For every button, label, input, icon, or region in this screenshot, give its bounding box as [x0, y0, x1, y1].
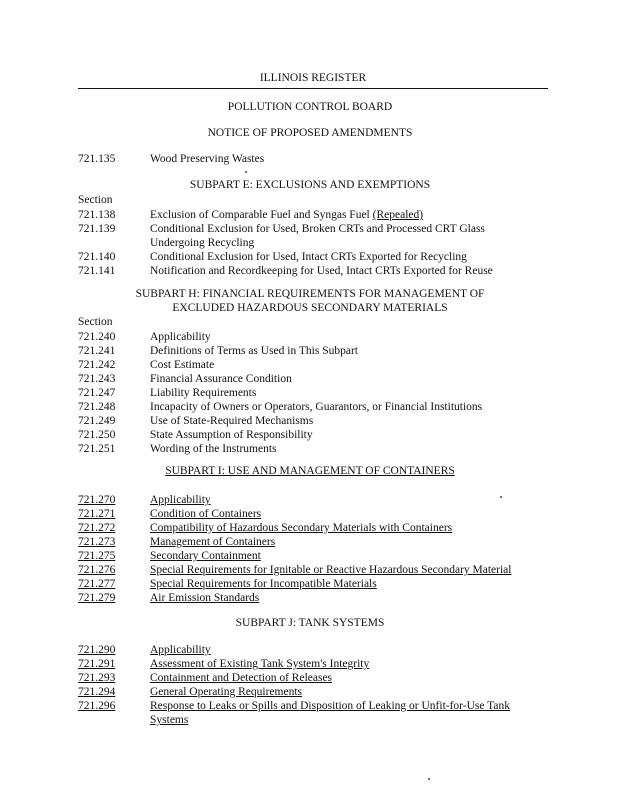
section-number: 721.138	[78, 209, 116, 221]
subpart-i-heading: SUBPART I: USE AND MANAGEMENT OF CONTAINERS	[165, 465, 455, 477]
section-number: 721.249	[78, 415, 116, 427]
register-title: ILLINOIS REGISTER	[254, 72, 372, 84]
section-title: Response to Leaks or Spills and Disposition of Leaking or Unfit-for-Use Tank	[150, 700, 510, 712]
speck	[500, 496, 502, 498]
section-number: 721.294	[78, 686, 116, 698]
repealed-note: (Repealed)	[372, 209, 424, 221]
section-number: 721.243	[78, 373, 116, 385]
section-number: 721.251	[78, 443, 116, 455]
section-number: 721.242	[78, 359, 116, 371]
section-title: Liability Requirements	[150, 387, 257, 399]
section-title: Management of Containers	[150, 536, 276, 548]
section-number: 721.273	[78, 536, 116, 548]
section-title: Wording of the Instruments	[150, 443, 277, 455]
section-number: 721.141	[78, 265, 116, 277]
section-number: 721.291	[78, 658, 116, 670]
section-number: 721.275	[78, 550, 116, 562]
section-title: Use of State-Required Mechanisms	[150, 415, 314, 427]
section-title: Exclusion of Comparable Fuel and Syngas Fuel (Repealed)	[150, 209, 424, 221]
section-title: Incapacity of Owners or Operators, Guarantors, or Financial Institutions	[150, 401, 483, 413]
section-title: Notification and Recordkeeping for Used, Intact CRTs Exported for Reuse	[150, 265, 493, 277]
section-title: Applicability	[150, 331, 211, 343]
section-title: Secondary Containment	[150, 550, 261, 562]
section-title: Condition of Containers	[150, 508, 262, 520]
section-number: 721.279	[78, 592, 116, 604]
section-number: 721.139	[78, 223, 116, 235]
section-number: 721.293	[78, 672, 116, 684]
section-title: Definitions of Terms as Used in This Subpart	[150, 345, 358, 357]
section-title: Air Emission Standards	[150, 592, 260, 604]
notice-title: NOTICE OF PROPOSED AMENDMENTS	[207, 127, 413, 139]
section-number: 721.270	[78, 494, 116, 506]
section-number: 721.276	[78, 564, 116, 576]
section-title: Cost Estimate	[150, 359, 215, 371]
section-title: State Assumption of Responsibility	[150, 429, 313, 441]
board-name: POLLUTION CONTROL BOARD	[227, 101, 393, 113]
section-number: 721.140	[78, 251, 116, 263]
speck	[245, 171, 247, 173]
section-title-continued: Systems	[150, 714, 189, 726]
subpart-h-heading-line2: EXCLUDED HAZARDOUS SECONDARY MATERIALS	[172, 302, 448, 314]
speck	[428, 778, 430, 780]
section-title: Conditional Exclusion for Used, Broken CRTs and Processed CRT Glass	[150, 223, 485, 235]
section-title: Financial Assurance Condition	[150, 373, 292, 385]
section-number: 721.277	[78, 578, 116, 590]
section-title: Applicability	[150, 644, 211, 656]
section-title-continued: Undergoing Recycling	[150, 237, 255, 249]
section-number: 721.250	[78, 429, 116, 441]
section-number: 721.241	[78, 345, 116, 357]
subpart-h-heading-line1: SUBPART H: FINANCIAL REQUIREMENTS FOR MANAGEMENT OF	[135, 288, 485, 300]
section-title: Wood Preserving Wastes	[150, 153, 265, 165]
section-title: Assessment of Existing Tank System's Integrity	[150, 658, 370, 670]
section-title: Containment and Detection of Releases	[150, 672, 333, 684]
section-title: Applicability	[150, 494, 211, 506]
subpart-e-heading: SUBPART E: EXCLUSIONS AND EXEMPTIONS	[189, 179, 431, 191]
section-label: Section	[78, 316, 113, 328]
section-number: 721.290	[78, 644, 116, 656]
section-title: Conditional Exclusion for Used, Intact CRTs Exported for Recycling	[150, 251, 467, 263]
section-label: Section	[78, 194, 113, 206]
section-title: General Operating Requirements	[150, 686, 302, 698]
section-title: Special Requirements for Incompatible Materials	[150, 578, 377, 590]
section-title: Compatibility of Hazardous Secondary Materials with Containers	[150, 522, 453, 534]
register-header	[78, 72, 548, 89]
section-number: 721.272	[78, 522, 116, 534]
section-number: 721.248	[78, 401, 116, 413]
section-number: 721.135	[78, 153, 116, 165]
section-number: 721.240	[78, 331, 116, 343]
section-number: 721.247	[78, 387, 116, 399]
section-title: Special Requirements for Ignitable or Reactive Hazardous Secondary Material	[150, 564, 512, 576]
section-number: 721.296	[78, 700, 116, 712]
section-number: 721.271	[78, 508, 116, 520]
subpart-j-heading: SUBPART J: TANK SYSTEMS	[235, 617, 385, 629]
